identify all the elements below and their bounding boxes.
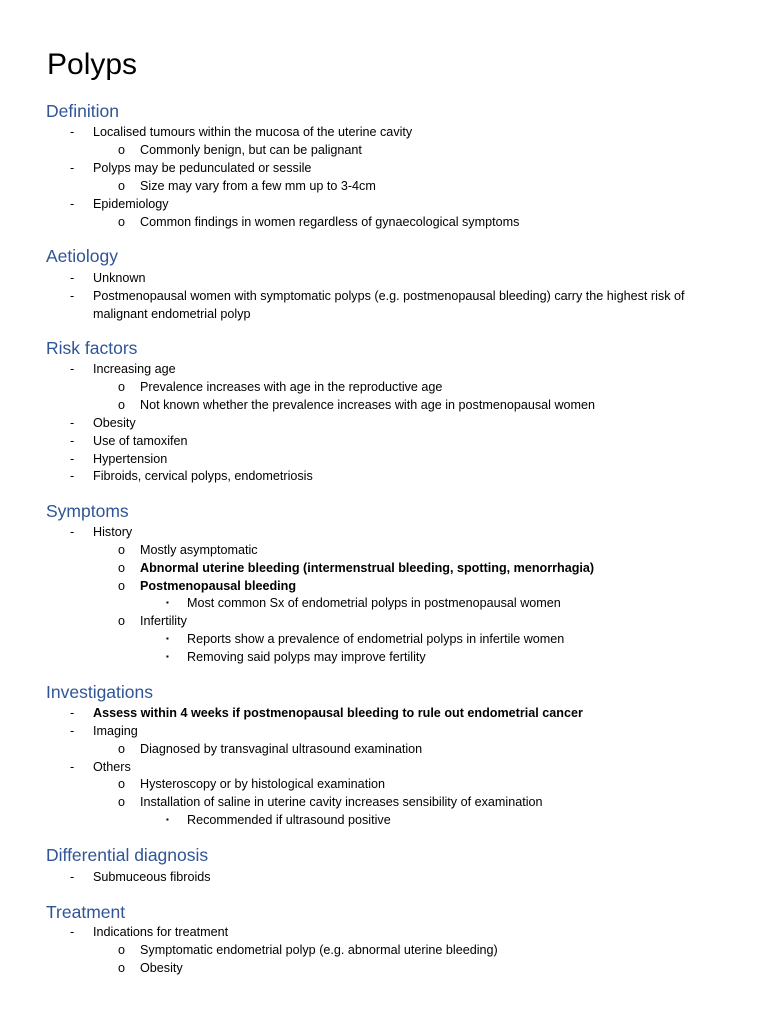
circle-bullet: o xyxy=(118,777,126,791)
list-item: Symptomatic endometrial polyp (e.g. abnormal uterine bleeding) xyxy=(140,943,498,957)
circle-bullet: o xyxy=(118,179,126,193)
circle-bullet: o xyxy=(118,215,126,229)
circle-bullet: o xyxy=(118,795,126,809)
dash-bullet: - xyxy=(70,125,75,139)
heading-symptoms: Symptoms xyxy=(46,501,129,521)
circle-bullet: o xyxy=(118,943,126,957)
heading-differential-diagnosis: Differential diagnosis xyxy=(46,845,209,865)
circle-bullet: o xyxy=(118,398,126,412)
dash-bullet: - xyxy=(70,271,75,285)
heading-risk-factors: Risk factors xyxy=(46,338,138,358)
list-item: Abnormal uterine bleeding (intermenstrual bleeding, spotting, menorrhagia) xyxy=(140,561,595,575)
list-item: Submuceous fibroids xyxy=(93,870,211,884)
circle-bullet: o xyxy=(118,561,126,575)
list-item: Use of tamoxifen xyxy=(93,434,188,448)
list-item: Reports show a prevalence of endometrial polyps in infertile women xyxy=(187,632,565,646)
dash-bullet: - xyxy=(70,197,75,211)
circle-bullet: o xyxy=(118,742,126,756)
dash-bullet: - xyxy=(70,416,75,430)
list-item: Common findings in women regardless of gynaecological symptoms xyxy=(140,215,520,229)
heading-definition: Definition xyxy=(46,101,119,121)
square-bullet: ▪ xyxy=(166,815,169,824)
dash-bullet: - xyxy=(70,469,75,483)
heading-investigations: Investigations xyxy=(46,682,154,702)
list-item: Hypertension xyxy=(93,452,168,466)
square-bullet: ▪ xyxy=(166,634,169,643)
list-item: Localised tumours within the mucosa of the uterine cavity xyxy=(93,125,413,139)
dash-bullet: - xyxy=(70,161,75,175)
dash-bullet: - xyxy=(70,452,75,466)
heading-treatment: Treatment xyxy=(46,902,126,922)
page-title: Polyps xyxy=(47,48,138,81)
list-item: Imaging xyxy=(93,724,138,738)
list-item: Polyps may be pedunculated or sessile xyxy=(93,161,312,175)
dash-bullet: - xyxy=(70,706,75,720)
circle-bullet: o xyxy=(118,961,126,975)
circle-bullet: o xyxy=(118,614,126,628)
circle-bullet: o xyxy=(118,380,126,394)
square-bullet: ▪ xyxy=(166,598,169,607)
circle-bullet: o xyxy=(118,579,126,593)
list-item: Recommended if ultrasound positive xyxy=(187,813,391,827)
list-item: Indications for treatment xyxy=(93,925,229,939)
list-item: Postmenopausal bleeding xyxy=(140,579,297,593)
list-item: Hysteroscopy or by histological examination xyxy=(140,777,385,791)
list-item: Diagnosed by transvaginal ultrasound examination xyxy=(140,742,423,756)
list-item: Mostly asymptomatic xyxy=(140,543,258,557)
circle-bullet: o xyxy=(118,143,126,157)
square-bullet: ▪ xyxy=(166,652,169,661)
list-item: Size may vary from a few mm up to 3-4cm xyxy=(140,179,376,193)
list-item: Removing said polyps may improve fertility xyxy=(187,650,426,664)
list-item: Infertility xyxy=(140,614,187,628)
dash-bullet: - xyxy=(70,925,75,939)
list-item: Installation of saline in uterine cavity increases sensibility of examination xyxy=(140,795,543,809)
list-item: Postmenopausal women with symptomatic polyps (e.g. postmenopausal bleeding) carry the highest risk of malignant endometrial polyp xyxy=(93,289,685,321)
list-item: Others xyxy=(93,760,131,774)
list-item: Unknown xyxy=(93,271,146,285)
dash-bullet: - xyxy=(70,362,75,376)
dash-bullet: - xyxy=(70,870,75,884)
list-item: Obesity xyxy=(140,961,183,975)
dash-bullet: - xyxy=(70,760,75,774)
list-item: Prevalence increases with age in the reproductive age xyxy=(140,380,443,394)
list-item: Most common Sx of endometrial polyps in postmenopausal women xyxy=(187,596,561,610)
list-item: Fibroids, cervical polyps, endometriosis xyxy=(93,469,313,483)
list-item: Assess within 4 weeks if postmenopausal bleeding to rule out endometrial cancer xyxy=(93,706,583,720)
circle-bullet: o xyxy=(118,543,126,557)
list-item: Increasing age xyxy=(93,362,176,376)
dash-bullet: - xyxy=(70,289,75,303)
dash-bullet: - xyxy=(70,724,75,738)
heading-aetiology: Aetiology xyxy=(46,246,118,266)
list-item: Epidemiology xyxy=(93,197,169,211)
list-item: Not known whether the prevalence increases with age in postmenopausal women xyxy=(140,398,596,412)
dash-bullet: - xyxy=(70,434,75,448)
list-item: History xyxy=(93,525,133,539)
list-item: Commonly benign, but can be palignant xyxy=(140,143,362,157)
list-item: Obesity xyxy=(93,416,136,430)
dash-bullet: - xyxy=(70,525,75,539)
